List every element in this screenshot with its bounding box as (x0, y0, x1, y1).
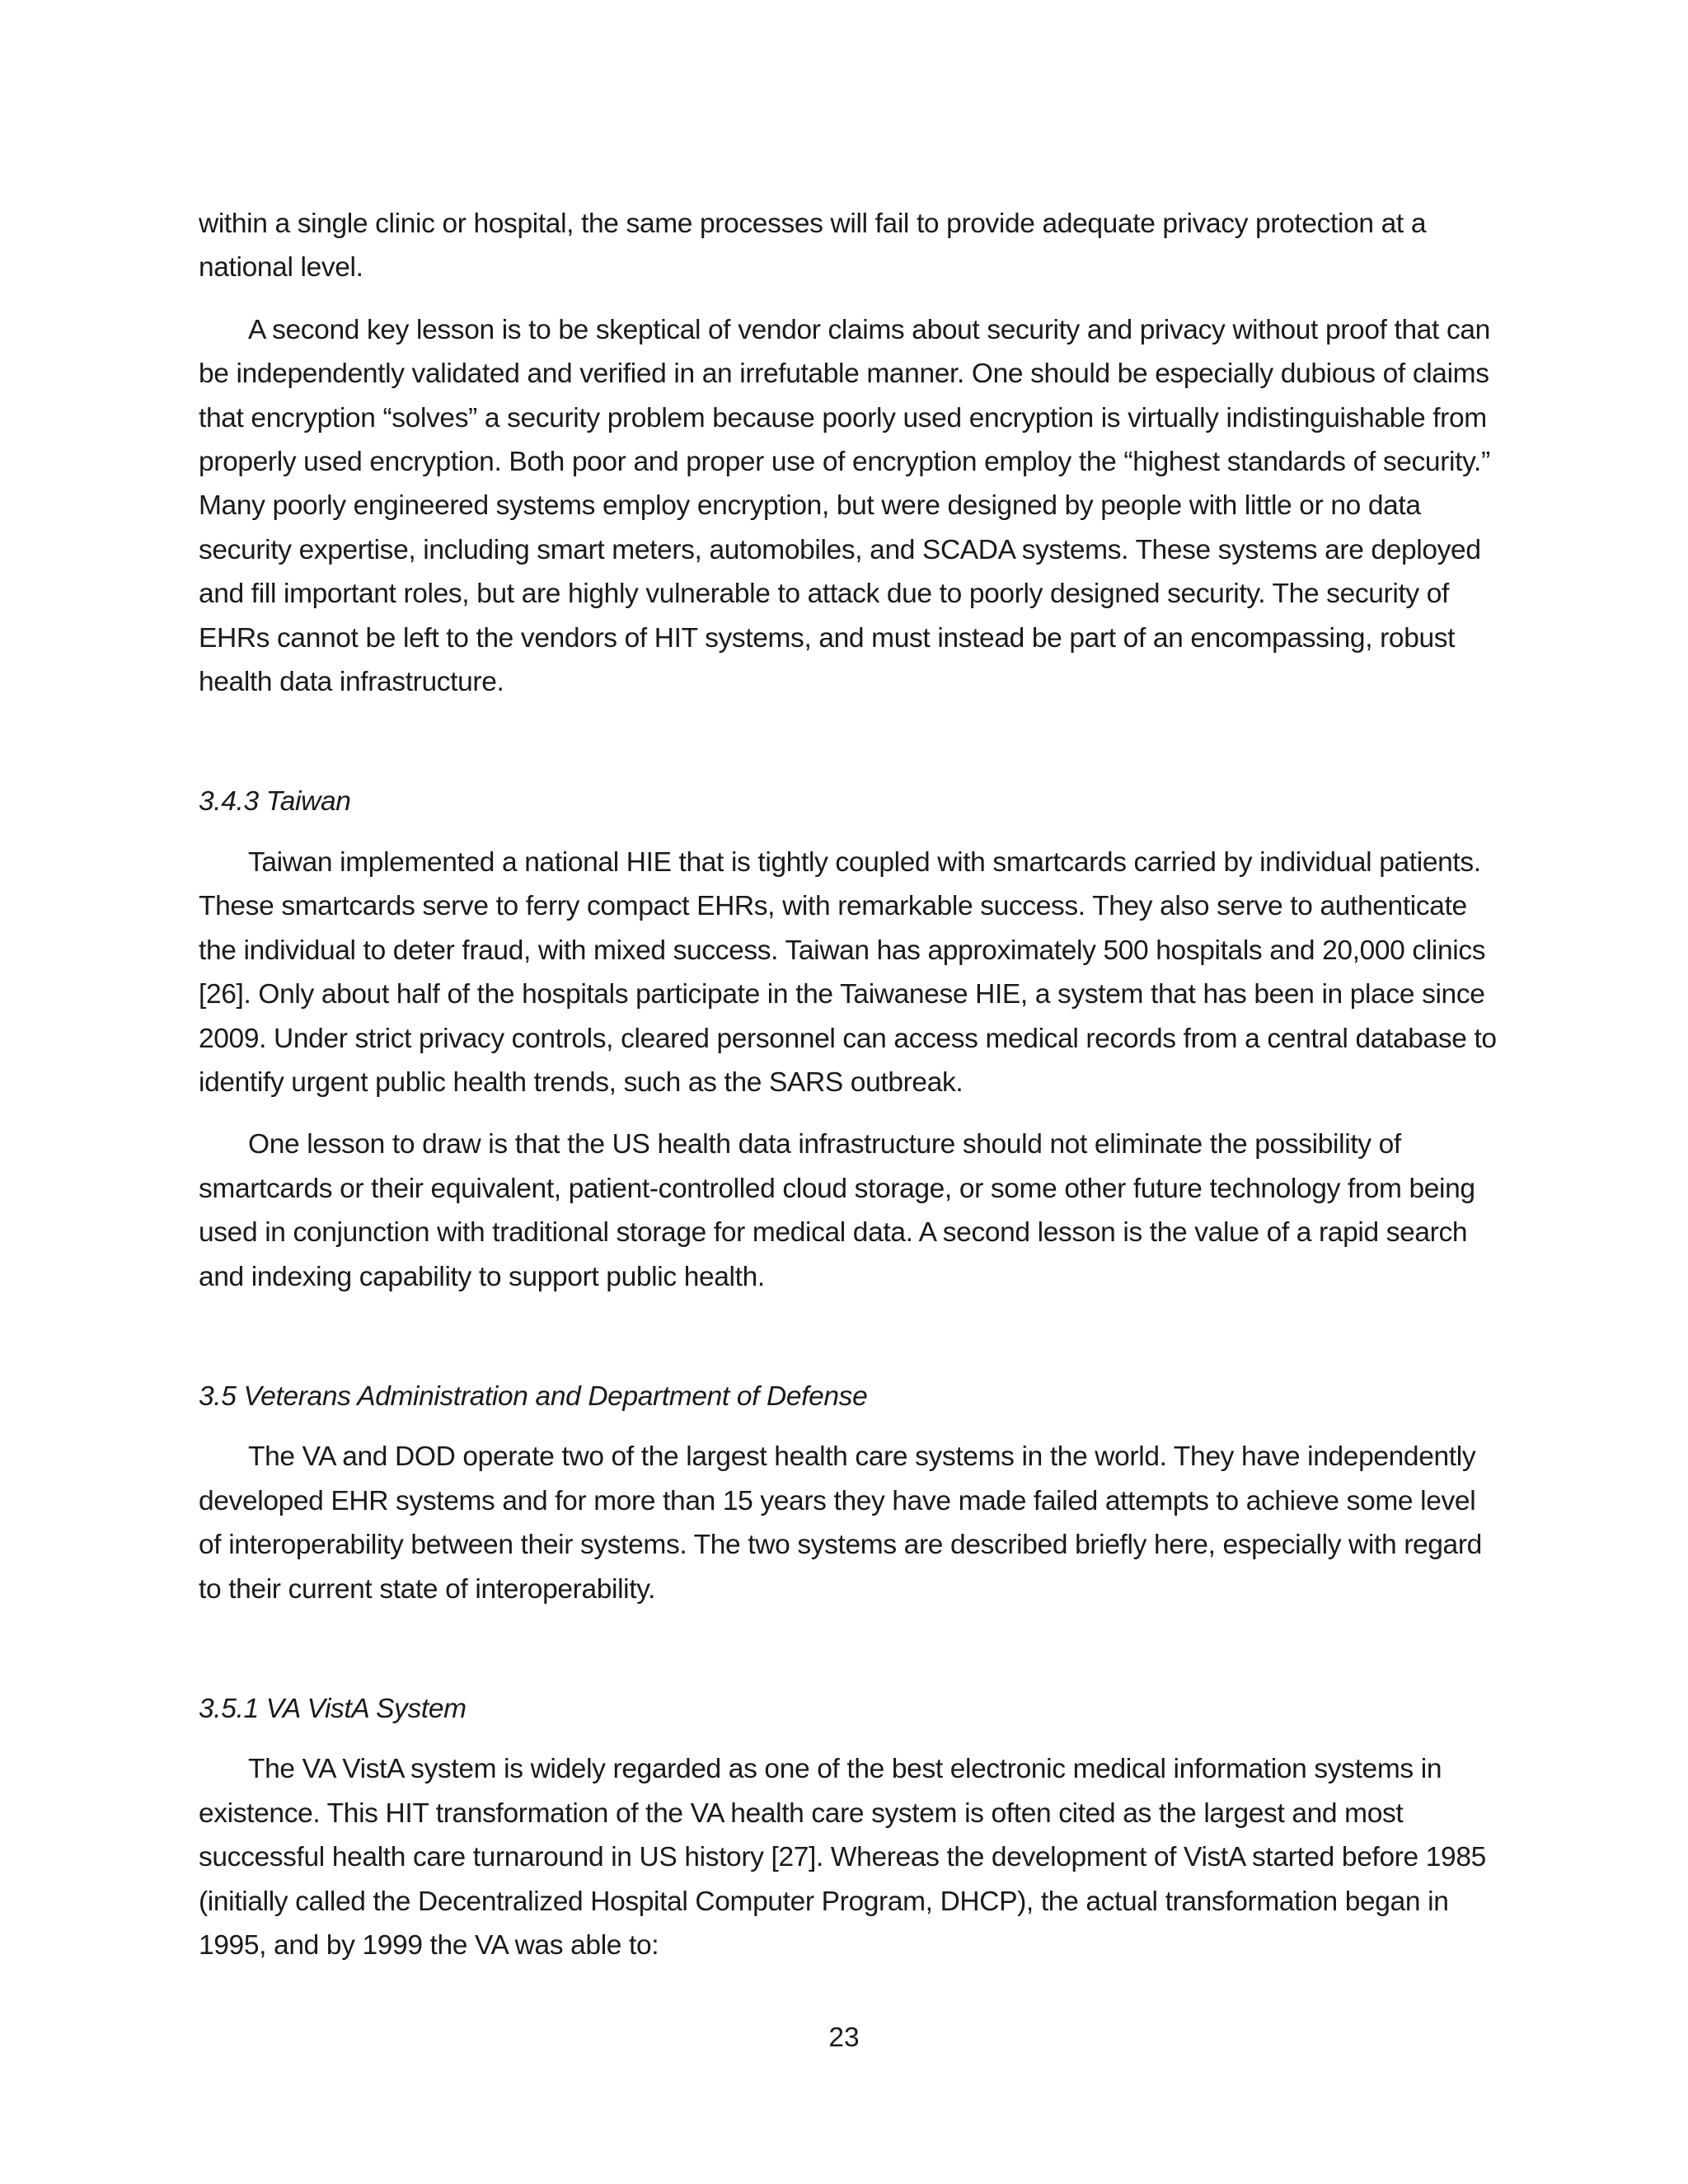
paragraph-second-lesson: A second key lesson is to be skeptical of vendor claims about security and privacy without proof that can be independently validated and verified in an irrefutable manner. One should be especially dubious of claims that encryption “solves” a security problem because poorly used encryption is virtually indistinguishable from properly used encryption. Both poor and proper use of encryption employ the “highest standards of security.” Many poorly engineered systems employ encryption, but were designed by people with little or no data security expertise, including smart meters, automobiles, and SCADA systems. These systems are deployed and fill important roles, but are highly vulnerable to attack due to poorly designed security. The security of EHRs cannot be left to the vendors of HIT systems, and must instead be part of an encompassing, robust health data infrastructure. (199, 314, 1490, 698)
paragraph-va-dod: The VA and DOD operate two of the largest health care systems in the world. They have independently developed EHR systems and for more than 15 years they have made failed attempts to achieve some level of interoperability between their systems. The two systems are described briefly here, especially with regard to their current state of interoperability. (199, 1441, 1482, 1605)
paragraph-vista: The VA VistA system is widely regarded as one of the best electronic medical information systems in existence. This HIT transformation of the VA health care system is often cited as the largest and most successful health care turnaround in US history [27]. Whereas the development of VistA started before 1985 (initially called the Decentralized Hospital Computer Program, DHCP), the actual transformation began in 1995, and by 1999 the VA was able to: (199, 1754, 1486, 1961)
page-body (199, 202, 1497, 1967)
paragraph-taiwan-2: One lesson to draw is that the US health data infrastructure should not eliminate the possibility of smartcards or their equivalent, patient-controlled cloud storage, or some other future technology from being used in conjunction with traditional storage for medical data. A second lesson is the value of a rapid search and indexing capability to support public health. (199, 1129, 1475, 1292)
section-heading-vista: 3.5.1 VA VistA System (199, 1693, 467, 1724)
paragraph-taiwan-1: Taiwan implemented a national HIE that is tightly coupled with smartcards carried by individual patients. These smartcards serve to ferry compact EHRs, with remarkable success. They also serve to authenticate the individual to deter fraud, with mixed success. Taiwan has approximately 500 hospitals and 20,000 clinics [26]. Only about half of the hospitals participate in the Taiwanese HIE, a system that has been in place since 2009. Under strict privacy controls, cleared personnel can access medical records from a central database to identify urgent public health trends, such as the SARS outbreak. (199, 846, 1497, 1098)
paragraph-continuation: within a single clinic or hospital, the same processes will fail to provide adequate privacy protection at a national level. (199, 209, 1427, 284)
section-heading-va-dod: 3.5 Veterans Administration and Department of Defense (199, 1380, 868, 1412)
section-heading-taiwan: 3.4.3 Taiwan (199, 786, 351, 818)
page-number: 23 (828, 2022, 860, 2053)
